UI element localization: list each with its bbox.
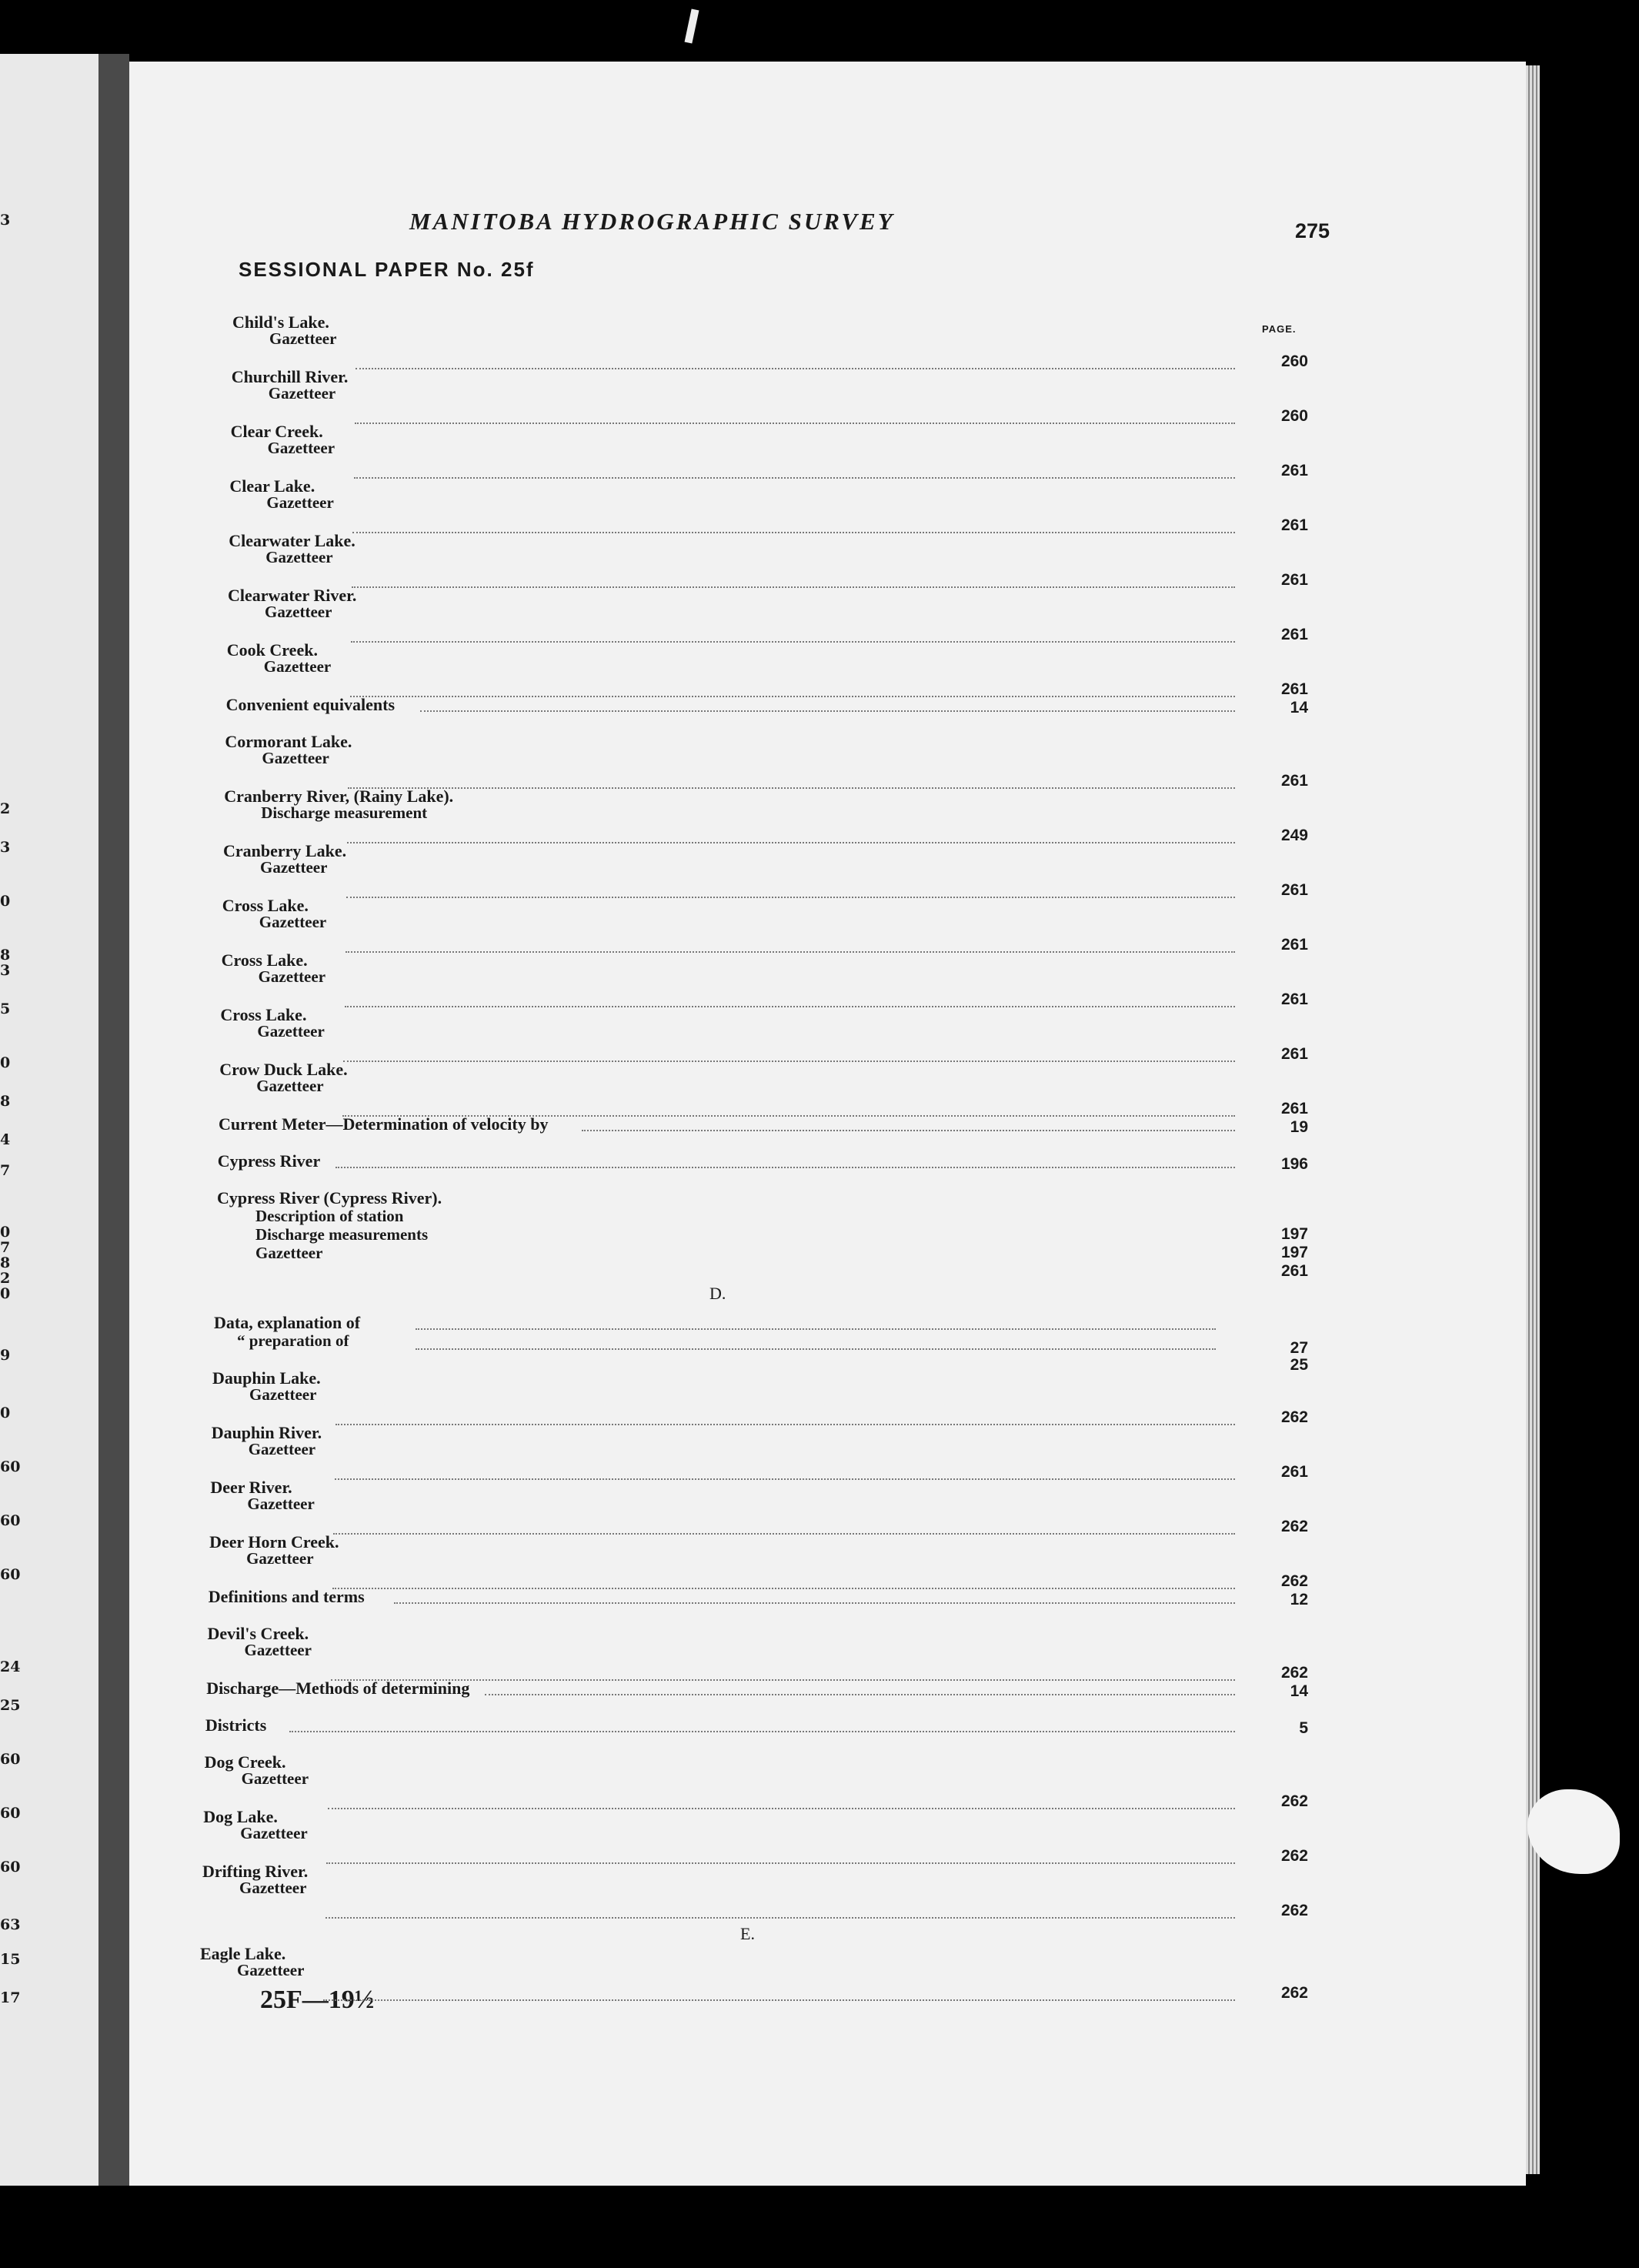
index-page-number: 262 — [1280, 1408, 1308, 1426]
index-page-number: 262 — [1280, 1984, 1308, 2002]
index-entry-title: Crow Duck Lake. — [219, 1060, 348, 1079]
index-page-number: 14 — [1290, 699, 1308, 716]
page-edges — [1526, 65, 1540, 2174]
facing-page-number: 60 — [0, 1512, 21, 1529]
index-entry-title: Definitions and terms — [208, 1587, 365, 1606]
dot-leader — [416, 1348, 1216, 1350]
index-entry-subheading: Gazetteer — [269, 329, 337, 348]
index-entry-subheading: Gazetteer — [249, 1385, 317, 1404]
facing-page-number: 0 — [0, 893, 11, 910]
index-entry-title: Clear Lake. — [229, 476, 315, 496]
index-entry-subheading: Gazetteer — [248, 1440, 316, 1458]
dot-leader — [347, 842, 1235, 843]
facing-page-number: 0 — [0, 1054, 11, 1071]
dot-leader — [394, 1602, 1235, 1604]
index-page-number: 261 — [1280, 1463, 1308, 1481]
dot-leader — [332, 1588, 1235, 1589]
index-page-number: 12 — [1290, 1591, 1308, 1608]
facing-page-number: 60 — [0, 1859, 21, 1876]
index-entry-subheading: Gazetteer — [259, 913, 327, 931]
index-page-number: 261 — [1280, 516, 1308, 534]
facing-page-number: 8 — [0, 947, 11, 964]
index-entry-subheading: Gazetteer — [246, 1549, 314, 1568]
page-column-label: PAGE. — [1262, 323, 1297, 335]
dot-leader — [582, 1130, 1235, 1131]
facing-page-number: 15 — [0, 1951, 21, 1968]
dot-leader — [354, 477, 1235, 479]
facing-page-number: 17 — [0, 1989, 21, 2006]
index-entry-title: Cranberry River, (Rainy Lake). — [224, 787, 454, 806]
index-entry-title: Cormorant Lake. — [225, 732, 352, 751]
facing-page-numbers — [0, 54, 21, 2186]
facing-page-number: 60 — [0, 1805, 21, 1822]
dot-leader — [325, 1917, 1235, 1919]
index-entry-subheading: Gazetteer — [267, 439, 335, 457]
dot-leader — [328, 1808, 1235, 1809]
facing-page-number: 4 — [0, 1131, 11, 1148]
index-entry-title: Deer Horn Creek. — [209, 1532, 339, 1552]
dot-leader — [326, 1862, 1235, 1864]
index-page-number: 261 — [1280, 1100, 1308, 1117]
dot-leader — [335, 1167, 1235, 1168]
index-page-number: 197 — [1280, 1225, 1308, 1243]
dot-leader — [289, 1731, 1235, 1732]
facing-page-number: 0 — [0, 1224, 11, 1241]
index-page-number: 261 — [1280, 626, 1308, 643]
index-page-number: 262 — [1280, 1792, 1308, 1810]
index-entry-title: Dog Lake. — [203, 1807, 278, 1826]
index-entry-subheading: Gazetteer — [266, 493, 334, 512]
facing-page-number: 3 — [0, 839, 11, 856]
facing-page-number: 2 — [0, 800, 11, 817]
facing-page-number: 63 — [0, 1916, 21, 1933]
dot-leader — [346, 897, 1235, 898]
dot-leader — [352, 586, 1235, 588]
index-entry-subheading: Gazetteer — [255, 1244, 323, 1262]
index-entry-title: Cross Lake. — [220, 1005, 307, 1024]
facing-page-number: 3 — [0, 962, 11, 979]
facing-page-edge — [0, 54, 98, 2186]
index-entry-subheading: Gazetteer — [244, 1641, 312, 1659]
index-entry-subheading: Gazetteer — [258, 967, 326, 986]
index-page-number: 260 — [1280, 407, 1308, 425]
index-entry-title: Districts — [205, 1715, 267, 1735]
index-entry-subheading: Gazetteer — [262, 749, 329, 767]
index-page-number: 262 — [1280, 1518, 1308, 1535]
index-page-number: 261 — [1280, 680, 1308, 698]
book-gutter — [98, 54, 129, 2186]
facing-page-number: 7 — [0, 1239, 11, 1256]
dot-leader — [420, 710, 1235, 712]
index-page-number: 262 — [1280, 1847, 1308, 1865]
index-entry-subheading: Gazetteer — [265, 603, 332, 621]
index-page-number: 261 — [1280, 1045, 1308, 1063]
index-entry-title: Eagle Lake. — [200, 1944, 286, 1963]
section-letter: D. — [709, 1284, 726, 1303]
facing-page-number: 0 — [0, 1405, 11, 1421]
index-page-number: 261 — [1280, 772, 1308, 790]
facing-page-number: 8 — [0, 1254, 11, 1271]
index-entry-title: Churchill River. — [231, 367, 349, 386]
scan-mark — [685, 8, 699, 43]
index-page-number: 261 — [1280, 881, 1308, 899]
index-entry-title: Cypress River — [217, 1151, 321, 1171]
index-entry-title: Current Meter—Determination of velocity by — [219, 1114, 549, 1134]
dot-leader — [348, 787, 1235, 789]
index-entry-subheading: Gazetteer — [256, 1077, 324, 1095]
index-page-number: 27 — [1290, 1339, 1308, 1357]
dot-leader — [350, 696, 1235, 697]
index-entry-subheading: Gazetteer — [239, 1879, 307, 1897]
index-page-number: 262 — [1280, 1664, 1308, 1682]
index-page-number: 5 — [1299, 1719, 1308, 1737]
facing-page-number: 5 — [0, 1000, 11, 1017]
facing-page-number: 60 — [0, 1458, 21, 1475]
index-page-number: 25 — [1290, 1356, 1308, 1374]
index-entry-subheading: Gazetteer — [241, 1769, 309, 1788]
index-page-number: 14 — [1290, 1682, 1308, 1700]
index-page-number: 261 — [1280, 1262, 1308, 1280]
index-entry-title: Cross Lake. — [221, 950, 308, 970]
index-entry-title: Dauphin River. — [211, 1423, 322, 1442]
index-page-number: 261 — [1280, 571, 1308, 589]
facing-page-number: 2 — [0, 1270, 11, 1287]
index-entry-subheading: “ preparation of — [237, 1331, 349, 1350]
index-entry-title: Drifting River. — [202, 1862, 309, 1881]
dot-leader — [343, 1061, 1235, 1062]
section-letter: E. — [740, 1924, 755, 1943]
sessional-paper-label: SESSIONAL PAPER No. 25f — [239, 258, 535, 281]
dot-leader — [352, 532, 1235, 533]
facing-page-number: 24 — [0, 1658, 21, 1675]
index-entry-subheading: Discharge measurement — [261, 803, 428, 822]
index-entry-subheading: Description of station — [255, 1207, 404, 1225]
facing-page-number: 3 — [0, 212, 11, 229]
index-entry-title: Cross Lake. — [222, 896, 309, 915]
index-page-number: 196 — [1280, 1155, 1308, 1173]
signature-mark: 25F—19½ — [260, 1986, 375, 2014]
index-page-number: 262 — [1280, 1572, 1308, 1590]
facing-page-number: 9 — [0, 1347, 11, 1364]
dot-leader — [345, 951, 1235, 953]
index-entry-subheading: Gazetteer — [268, 384, 336, 402]
index-entry-title: Deer River. — [210, 1478, 292, 1497]
index-page-number: 261 — [1280, 936, 1308, 954]
running-title: MANITOBA HYDROGRAPHIC SURVEY — [409, 208, 895, 235]
dot-leader — [351, 641, 1235, 643]
index-entry-title: Data, explanation of — [214, 1313, 361, 1332]
paper-damage — [1527, 1789, 1620, 1874]
index-entry-title: Clear Creek. — [230, 422, 323, 441]
dot-leader — [323, 1999, 1235, 2001]
index-page-number: 197 — [1280, 1244, 1308, 1261]
dot-leader — [335, 1424, 1235, 1425]
dot-leader — [416, 1328, 1216, 1330]
index-page-number: 261 — [1280, 462, 1308, 479]
index-entry-title: Discharge—Methods of determining — [206, 1678, 470, 1698]
facing-page-number: 25 — [0, 1697, 21, 1714]
dot-leader — [335, 1478, 1235, 1480]
index-entry-title: Devil's Creek. — [207, 1624, 309, 1643]
index-entry-subheading: Gazetteer — [260, 858, 328, 877]
facing-page-number: 7 — [0, 1162, 11, 1179]
dot-leader — [345, 1006, 1235, 1007]
index-entry-title: Child's Lake. — [232, 312, 329, 332]
index-page-number: 249 — [1280, 827, 1308, 844]
index-entry-subheading: Gazetteer — [263, 657, 332, 676]
facing-page-number: 8 — [0, 1093, 11, 1110]
index-entry-subheading: Gazetteer — [257, 1022, 325, 1040]
index-entry-title: Cook Creek. — [226, 640, 318, 660]
index-entry-title: Clearwater Lake. — [229, 531, 356, 550]
page-number: 275 — [1295, 219, 1330, 242]
dot-leader — [356, 368, 1235, 369]
index-page-number: 19 — [1290, 1118, 1308, 1136]
index-entry-subheading: Gazetteer — [265, 548, 333, 566]
dot-leader — [485, 1694, 1235, 1695]
facing-page-number: 0 — [0, 1285, 11, 1302]
index-page-number: 260 — [1280, 352, 1308, 370]
index-page-number: 262 — [1280, 1902, 1308, 1919]
index-entry-title: Clearwater River. — [228, 586, 357, 605]
index-entry-subheading: Discharge measurements — [255, 1225, 429, 1244]
facing-page-number: 60 — [0, 1566, 21, 1583]
index-entry-title: Convenient equivalents — [225, 695, 396, 714]
index-entry-title: Cypress River (Cypress River). — [217, 1188, 442, 1207]
index-entry-subheading: Gazetteer — [247, 1495, 315, 1513]
index-entry-title: Dog Creek. — [204, 1752, 286, 1772]
index-entry-title: Dauphin Lake. — [212, 1368, 321, 1388]
index-entry-title: Cranberry Lake. — [223, 841, 347, 860]
dot-leader — [333, 1533, 1235, 1535]
facing-page-number: 60 — [0, 1751, 21, 1768]
index-entry-subheading: Gazetteer — [240, 1824, 308, 1842]
index-page-number: 261 — [1280, 990, 1308, 1008]
index-entry-subheading: Gazetteer — [237, 1961, 305, 1979]
dot-leader — [355, 423, 1235, 424]
